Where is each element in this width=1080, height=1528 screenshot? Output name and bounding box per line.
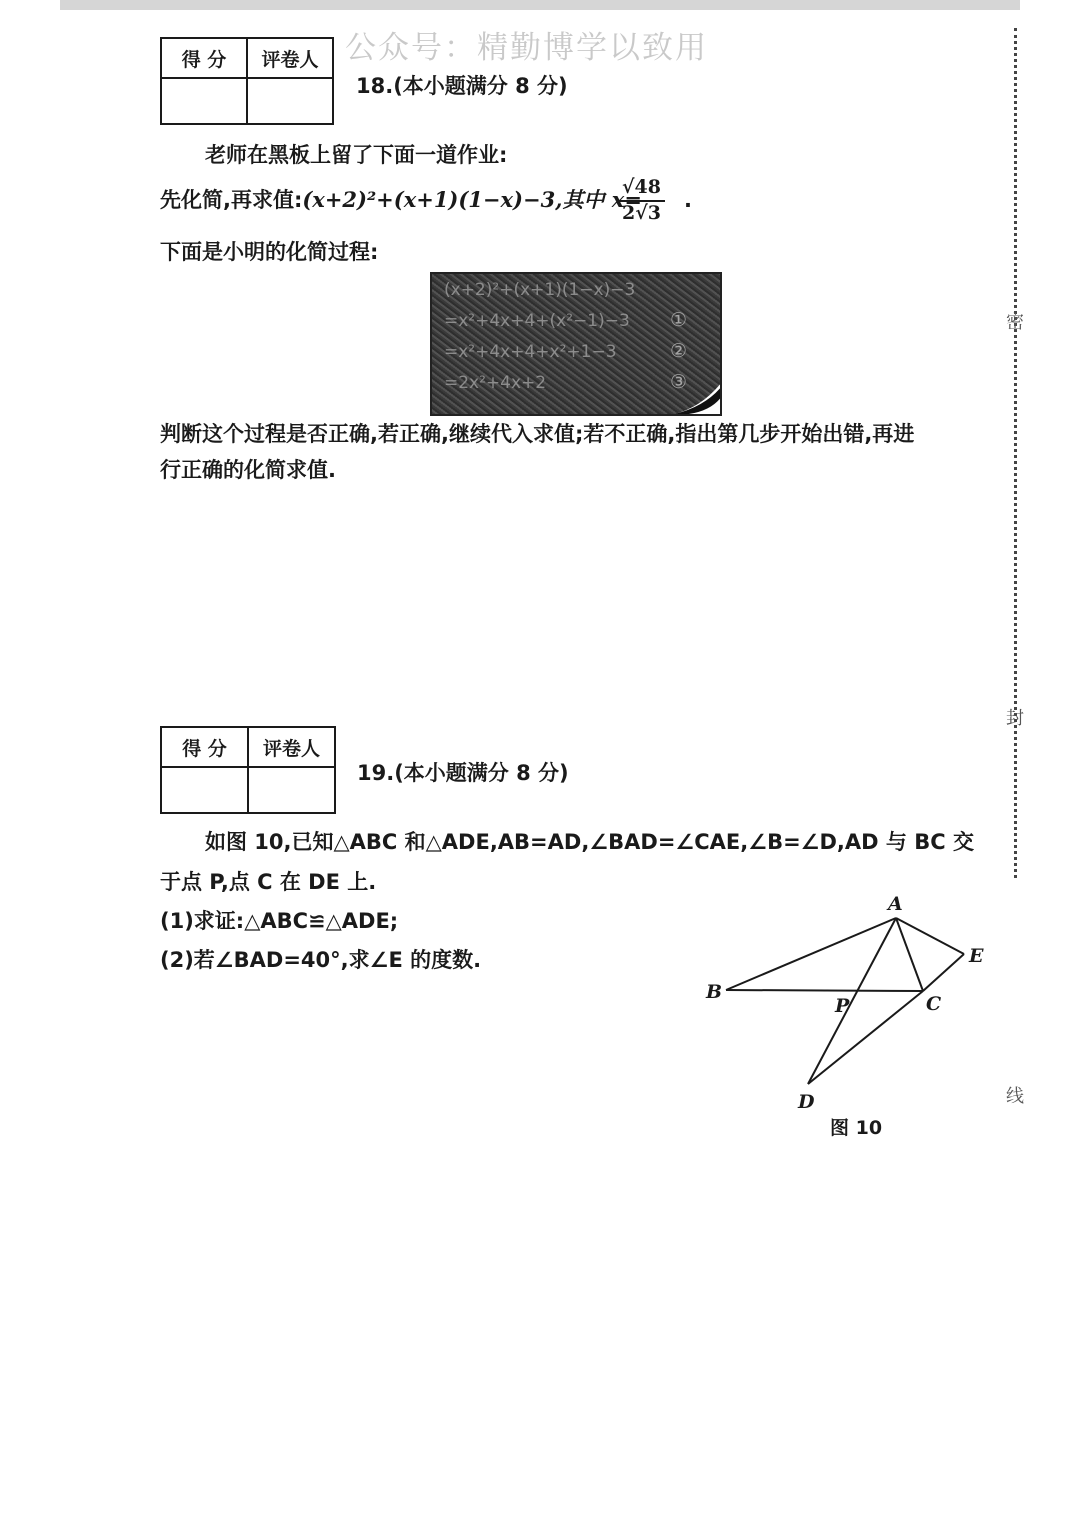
grader-header: 评卷人 — [247, 38, 333, 78]
segment-AB — [726, 918, 896, 990]
score-header: 得 分 — [161, 727, 248, 767]
segment-EC — [923, 954, 964, 991]
q18-process-label: 下面是小明的化简过程: — [160, 240, 379, 264]
grader-cell[interactable] — [247, 78, 333, 124]
q18-fraction — [618, 176, 665, 224]
blackboard-line-1: =x²+4x+4+(x²−1)−3 — [444, 311, 630, 331]
step-mark-2: ② — [670, 340, 688, 362]
blackboard-line-0: (x+2)²+(x+1)(1−x)−3 — [444, 280, 636, 300]
grader-cell[interactable] — [248, 767, 335, 813]
page-curl-icon — [664, 382, 722, 416]
score-cell[interactable] — [161, 78, 247, 124]
geometry-figure — [690, 888, 1010, 1148]
segment-CD — [808, 991, 923, 1084]
segment-AC — [896, 918, 923, 991]
q18-question-line2: 行正确的化简求值. — [160, 458, 336, 482]
q18-task — [160, 182, 642, 218]
fraction-numerator: √48 — [618, 176, 665, 202]
figure-caption: 图 10 — [830, 1117, 883, 1139]
score-table-18 — [160, 37, 334, 125]
q18-task-var: x= — [611, 187, 642, 212]
binding-dotted-line — [1014, 28, 1017, 878]
segment-AE — [896, 918, 964, 954]
point-label-E: E — [969, 945, 984, 967]
grader-header: 评卷人 — [248, 727, 335, 767]
point-label-B: B — [706, 981, 723, 1003]
blackboard-image — [430, 272, 722, 416]
q19-line2: 于点 P,点 C 在 DE 上. — [160, 870, 377, 894]
score-header: 得 分 — [161, 38, 247, 78]
point-label-D: D — [798, 1091, 815, 1113]
point-label-C: C — [926, 993, 942, 1015]
margin-char-feng: 封 — [1006, 708, 1024, 729]
step-mark-1: ① — [670, 309, 688, 331]
score-table-19 — [160, 726, 336, 814]
q18-task-prefix: 先化简,再求值: — [160, 188, 303, 212]
fraction-denominator: 2√3 — [622, 202, 661, 224]
q19-part1: (1)求证:△ABC≌△ADE; — [160, 909, 399, 933]
q18-question-line1: 判断这个过程是否正确,若正确,继续代入求值;若不正确,指出第几步开始出错,再进 — [160, 422, 915, 446]
watermark: 公众号：精勤博学以致用 — [345, 30, 708, 66]
step-mark-3: ③ — [670, 371, 688, 393]
margin-char-xian: 线 — [1006, 1086, 1024, 1107]
segment-AD — [808, 918, 896, 1084]
score-cell[interactable] — [161, 767, 248, 813]
margin-char-mi: 密 — [1006, 312, 1024, 333]
point-label-A: A — [888, 893, 903, 915]
q18-intro: 老师在黑板上留了下面一道作业: — [205, 143, 508, 167]
q19-heading: 19.(本小题满分 8 分) — [357, 761, 569, 785]
q18-task-end: . — [684, 188, 692, 212]
point-label-P: P — [835, 995, 850, 1017]
q19-line1: 如图 10,已知△ABC 和△ADE,AB=AD,∠BAD=∠CAE,∠B=∠D,AD 与 BC 交 — [205, 830, 974, 854]
blackboard-line-2: =x²+4x+4+x²+1−3 — [444, 342, 617, 362]
blackboard-line-3: =2x²+4x+2 — [444, 373, 547, 393]
q18-task-expr: (x+2)²+(x+1)(1−x)−3,其中 — [302, 187, 612, 212]
segment-BC — [726, 990, 923, 991]
q18-heading: 18.(本小题满分 8 分) — [356, 74, 568, 98]
scan-top-edge — [60, 0, 1020, 10]
q19-part2: (2)若∠BAD=40°,求∠E 的度数. — [160, 948, 482, 972]
